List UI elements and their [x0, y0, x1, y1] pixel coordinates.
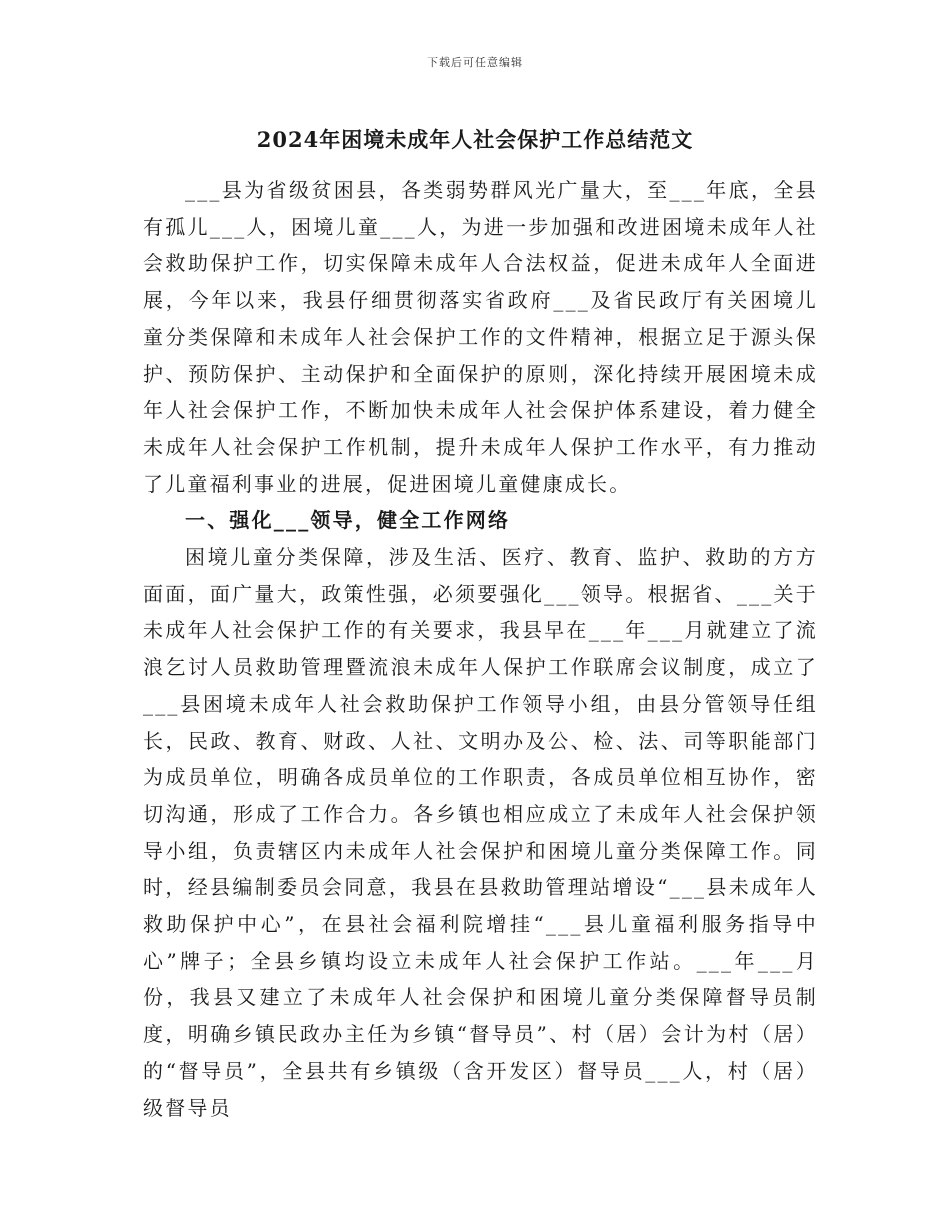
header-note: 下载后可任意编辑: [427, 56, 523, 69]
intro-paragraph: ___县为省级贫困县，各类弱势群风光广量大，至___年底，全县有孤儿___人，困境儿童___人，为进一步加强和改进困境未成年人社会救助保护工作，切实保障未成年人合法权益，促进未成年人全面进展，今年以来，我县仔细贯彻落实省政府___及省民政厅有关困境儿童分类保障和未成年人社会保护工作的文件精神，根据立足于源头保护、预防保护、主动保护和全面保护的原则，深化持续开展困境未成年人社会保护工作，不断加快未成年人社会保护体系建设，着力健全未成年人社会保护工作机制，提升未成年人保护工作水平，有力推动了儿童福利事业的进展，促进困境儿童健康成长。: [143, 178, 818, 496]
section-1-paragraph: 困境儿童分类保障，涉及生活、医疗、教育、监护、救助的方方面面，面广量大，政策性强，必须要强化___领导。根据省、___关于未成年人社会保护工作的有关要求，我县早在___年___月就建立了流浪乞讨人员救助管理暨流浪未成年人保护工作联席会议制度，成立了___县困境未成年人社会救助保护工作领导小组，由县分管领导任组长，民政、教育、财政、人社、文明办及公、检、法、司等职能部门为成员单位，明确各成员单位的工作职责，各成员单位相互协作，密切沟通，形成了工作合力。各乡镇也相应成立了未成年人社会保护领导小组，负责辖区内未成年人社会保护和困境儿童分类保障工作。同时，经县编制委员会同意，我县在县救助管理站增设“___县未成年人救助保护中心”，在县社会福利院增挂“___县儿童福利服务指导中心”牌子；全县乡镇均设立未成年人社会保护工作站。___年___月份，我县又建立了未成年人社会保护和困境儿童分类保障督导员制度，明确乡镇民政办主任为乡镇“督导员”、村（居）会计为村（居）的“督导员”，全县共有乡镇级（含开发区）督导员___人，村（居）级督导员: [143, 545, 818, 1120]
document-body: [143, 172, 818, 1126]
document-title: 2024年困境未成年人社会保护工作总结范文: [256, 127, 694, 152]
section-heading-1: 一、强化___领导，健全工作网络: [185, 508, 511, 533]
